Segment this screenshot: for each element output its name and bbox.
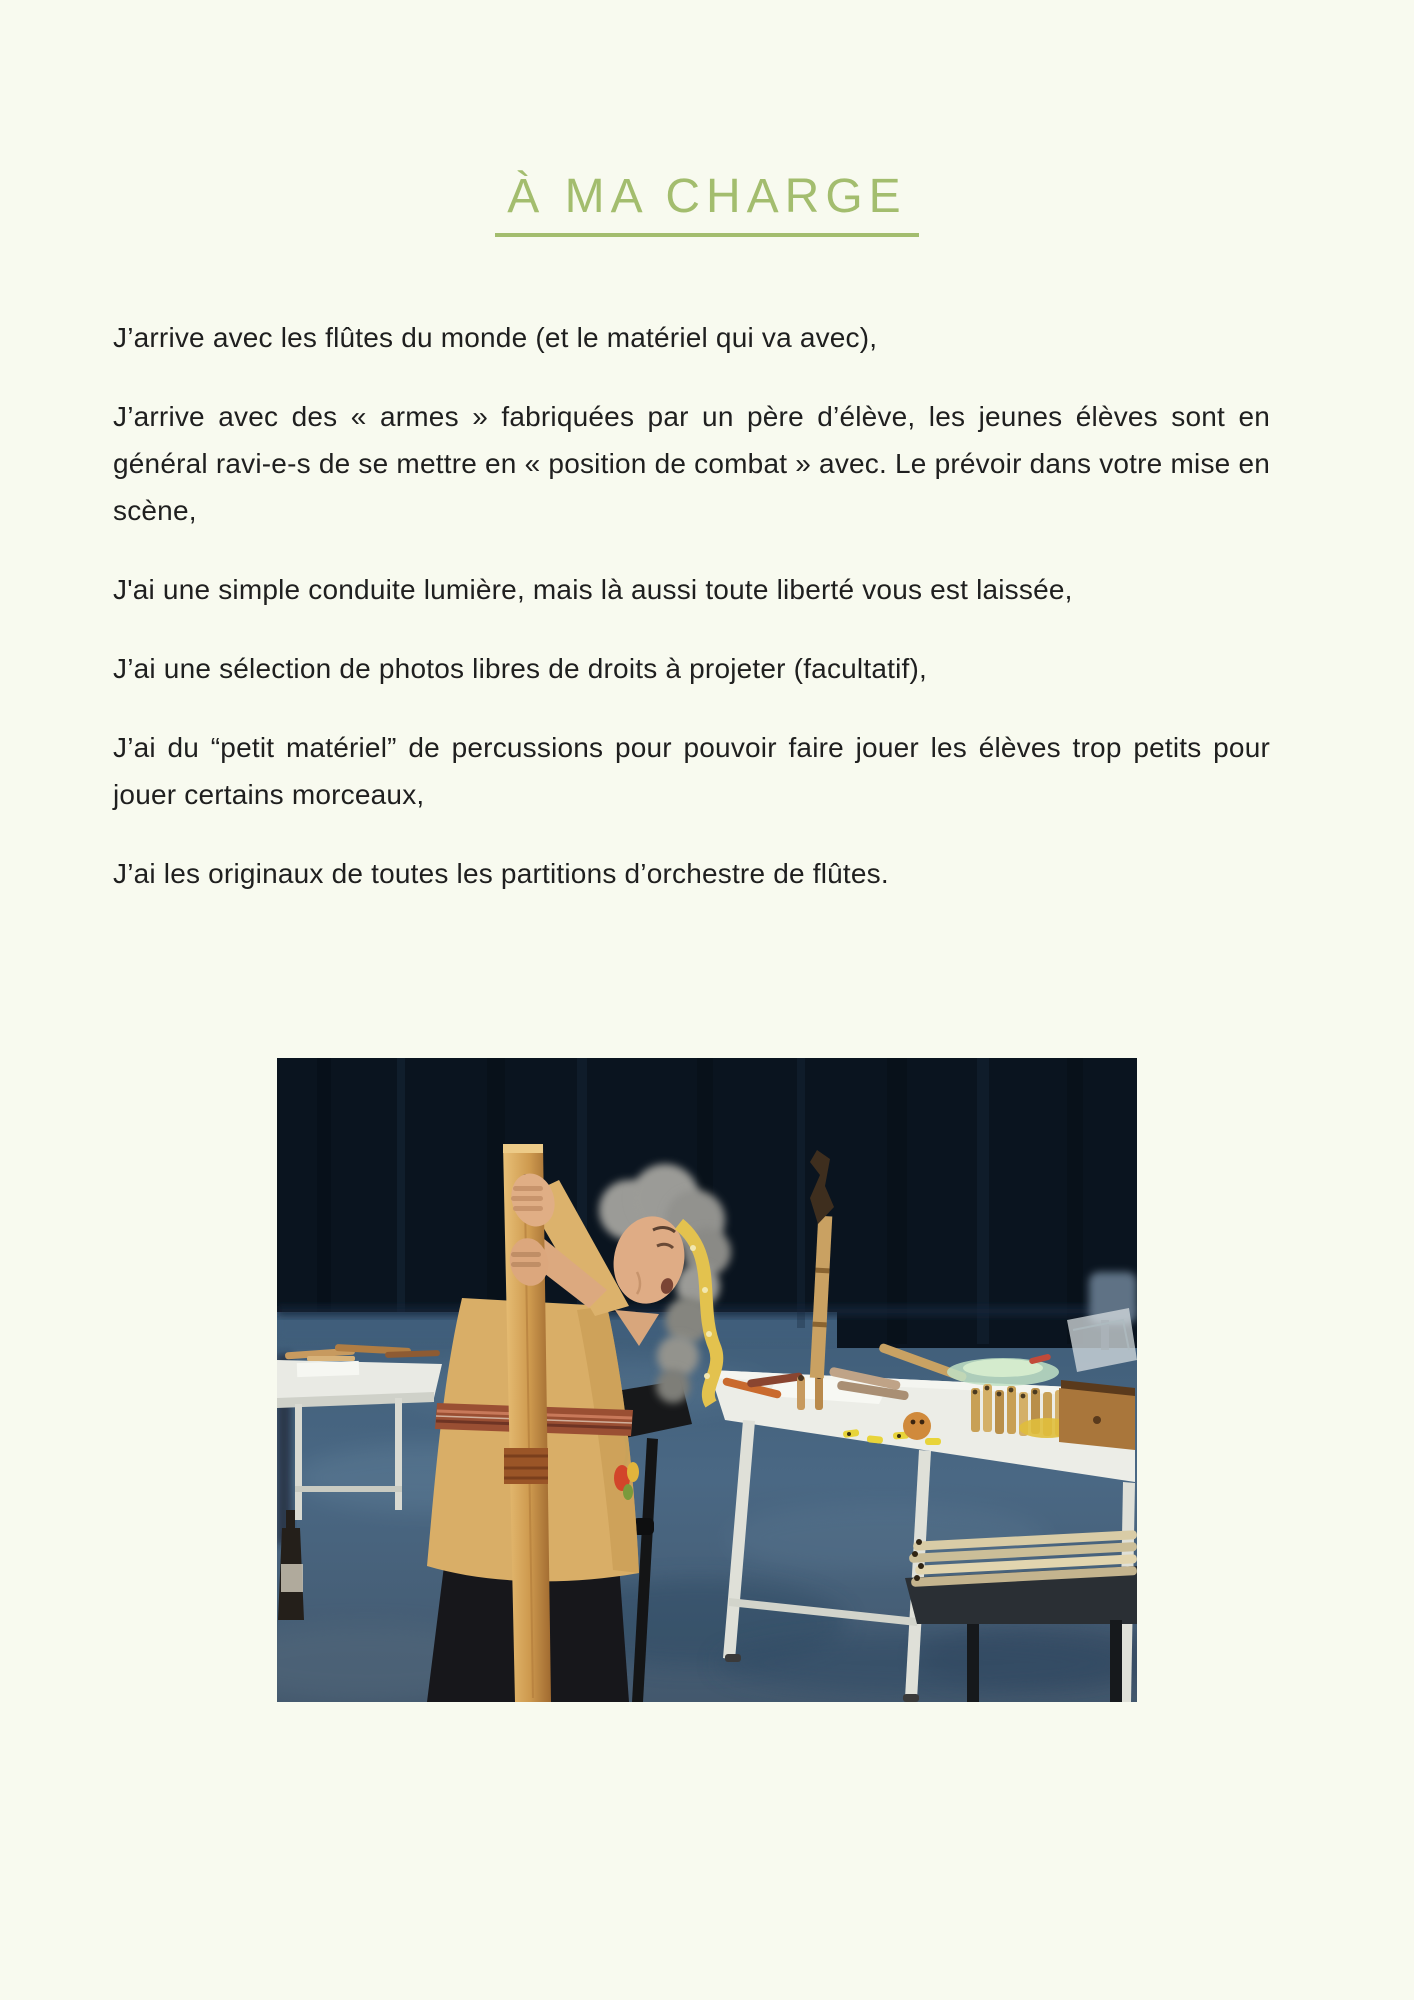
paragraph-6: J’ai les originaux de toutes les partitions d’orchestre de flûtes. (113, 858, 889, 889)
paragraph-3: J'ai une simple conduite lumière, mais là aussi toute liberté vous est laissée, (113, 574, 1073, 605)
body-text (113, 314, 1270, 929)
paragraph-2: J’arrive avec des « armes » fabriquées par un père d’élève, les jeunes élèves sont en général ravi-e-s de se mettre en « position de combat » avec. Le prévoir dans votre mise en scène, (113, 401, 1270, 526)
flute-leather-wrap (504, 1448, 548, 1484)
paragraph-1: J’arrive avec les flûtes du monde (et le matériel qui va avec), (113, 322, 878, 353)
wooden-box (1059, 1380, 1135, 1450)
page-title (0, 170, 1414, 237)
stage-photo-scene (277, 1058, 1137, 1702)
paragraph-4: J’ai une sélection de photos libres de droits à projeter (facultatif), (113, 653, 927, 684)
paragraph-5: J’ai du “petit matériel” de percussions pour pouvoir faire jouer les élèves trop petits pour jouer certains morceaux, (113, 732, 1270, 810)
stage-photo (277, 1058, 1137, 1702)
page-title-text: À MA CHARGE (495, 170, 918, 237)
